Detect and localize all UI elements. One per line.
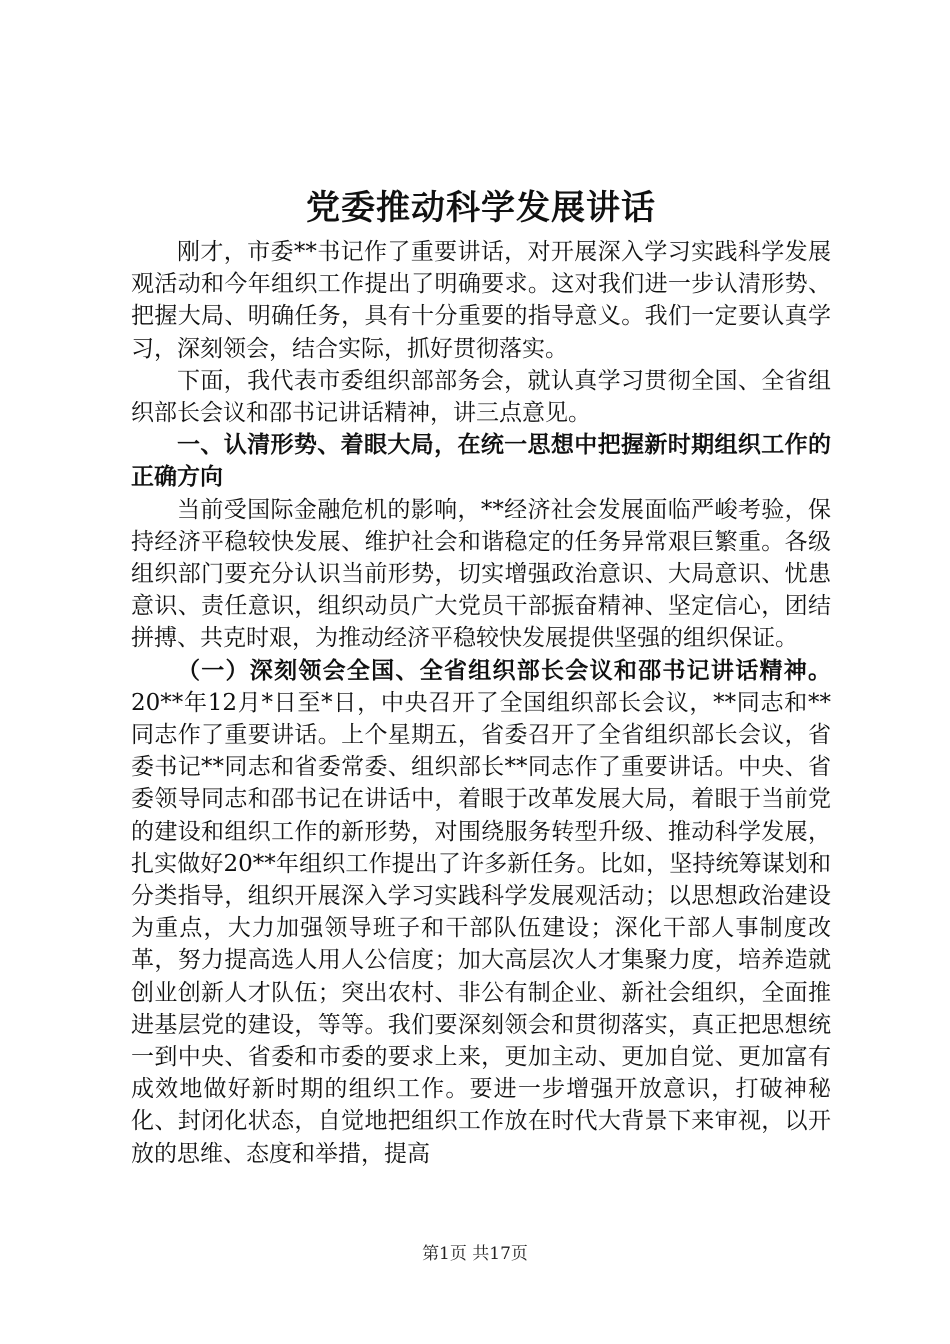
document-title: 党委推动科学发展讲话	[306, 188, 656, 228]
paragraph-4-text: 20**年12月*日至*日，中央召开了全国组织部长会议，**同志和**同志作了重要讲话。上个星期五，省委召开了全省组织部长会议，省委书记**同志和省委常委、组织部长**同志作了重要讲话。中央、省委领导同志和邵书记在讲话中，着眼于改革发展大局，着眼于当前党的建设和组织工作的新形势，对围绕服务转型升级、推动科学发展，扎实做好20**年组织工作提出了许多新任务。比如，坚持统筹谋划和分类指导，组织开展深入学习实践科学发展观活动；以思想政治建设为重点，大力加强领导班子和干部队伍建设；深化干部人事制度改革，努力提高选人用人公信度；加大高层次人才集聚力度，培养造就创业创新人才队伍；突出农村、非公有制企业、新社会组织，全面推进基层党的建设，等等。我们要深刻领会和贯彻落实，真正把思想统一到中央、省委和市委的要求上来，更加主动、更加自觉、更加富有成效地做好新时期的组织工作。要进一步增强开放意识，打破神秘化、封闭化状态，自觉地把组织工作放在时代大背景下来审视，以开放的思维、态度和举措，提高	[131, 689, 831, 1167]
section-heading-1-text: 一、认清形势、着眼大局，在统一思想中把握新时期组织工作的正确方向	[131, 431, 831, 491]
page-number-footer: 第1页 共17页	[422, 1244, 528, 1264]
paragraph-4	[131, 655, 831, 1170]
paragraph-2: 下面，我代表市委组织部部务会，就认真学习贯彻全国、全省组织部长会议和邵书记讲话精神，讲三点意见。	[131, 367, 831, 427]
paragraph-1: 刚才，市委**书记作了重要讲话，对开展深入学习实践科学发展观活动和今年组织工作提出了明确要求。这对我们进一步认清形势、把握大局、明确任务，具有十分重要的指导意义。我们一定要认真学习，深刻领会，结合实际，抓好贯彻落实。	[131, 239, 831, 362]
subheading-1: （一）深刻领会全国、全省组织部长会议和邵书记讲话精神。	[177, 656, 831, 684]
paragraph-3: 当前受国际金融危机的影响，**经济社会发展面临严峻考验，保持经济平稳较快发展、维护社会和谐稳定的任务异常艰巨繁重。各级组织部门要充分认识当前形势，切实增强政治意识、大局意识、忧患意识、责任意识，组织动员广大党员干部振奋精神、坚定信心，团结拼搏、共克时艰，为推动经济平稳较快发展提供坚强的组织保证。	[131, 496, 831, 652]
section-heading-1	[131, 429, 831, 493]
document-body	[131, 236, 831, 1170]
